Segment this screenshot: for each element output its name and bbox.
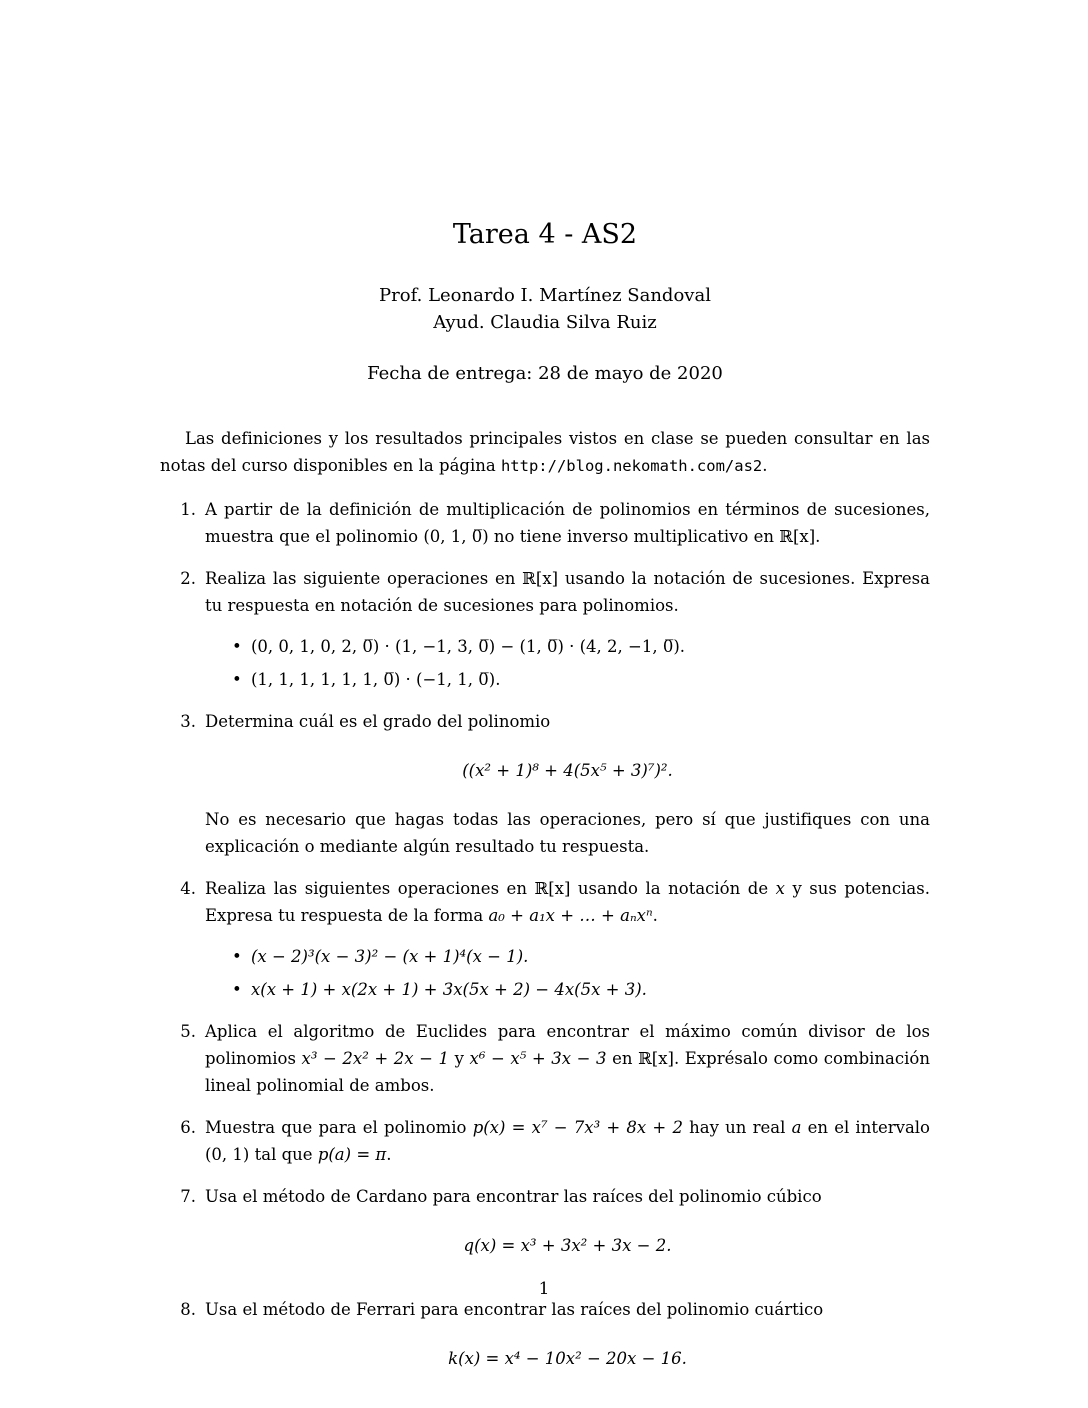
- problem-note: [205, 806, 930, 860]
- math-variable: a: [791, 1118, 802, 1137]
- intro-text: Las definiciones y los resultados principales vistos en clase se pueden consultar en las notas del curso disponibles en la página: [160, 429, 930, 475]
- text-run: Aplica el algoritmo de Euclides para encontrar el máximo común divisor de los polinomios: [205, 1022, 930, 1068]
- math-equation: p(a) = π: [317, 1145, 387, 1164]
- bullet-item: [232, 633, 930, 660]
- math-expression: x(x + 1) + x(2x + 1) + 3x(5x + 2) − 4x(5x + 3).: [251, 980, 647, 999]
- text-run: Determina cuál es el grado del polinomio: [205, 712, 551, 731]
- problem-number: 5.: [180, 1022, 196, 1041]
- text-run: Realiza las siguientes operaciones en: [205, 879, 535, 898]
- problem-body: [205, 1114, 930, 1168]
- math-variable: x: [775, 879, 785, 898]
- problem-number: 2.: [180, 569, 196, 588]
- problem-number: 8.: [180, 1300, 196, 1319]
- bullet-item: [232, 976, 930, 1003]
- due-date-line: Fecha de entrega: 28 de mayo de 2020: [367, 363, 723, 384]
- problem-item-2: [160, 565, 930, 693]
- text-run: no tiene inverso multiplicativo en: [488, 527, 780, 546]
- text-run: y sus potencias. Expresa tu respuesta de la forma: [205, 879, 930, 925]
- text-run: usando la notación de: [570, 879, 776, 898]
- problem-item-5: [160, 1018, 930, 1099]
- math-sequence: (0, 1, 0̅): [423, 527, 489, 546]
- text-run: . Exprésalo como combinación lineal polinomial de ambos.: [205, 1049, 930, 1095]
- math-ring-notation: ℝ[x]: [779, 527, 816, 546]
- text-run: hay un real: [682, 1118, 792, 1137]
- problem-item-3: [160, 708, 930, 860]
- math-polynomial: x³ − 2x² + 2x − 1: [301, 1049, 450, 1068]
- assistant-line: Ayud. Claudia Silva Ruiz: [433, 312, 657, 333]
- page-number: 1: [538, 1279, 550, 1299]
- text-run: .: [386, 1145, 392, 1164]
- math-polynomial: x⁶ − x⁵ + 3x − 3: [469, 1049, 607, 1068]
- bullet-list: [205, 943, 930, 1003]
- math-ring-notation: ℝ[x]: [522, 569, 559, 588]
- bullet-list: [205, 633, 930, 693]
- problem-text: [205, 708, 930, 735]
- problem-body: [205, 496, 930, 550]
- problem-body: [205, 875, 930, 1003]
- display-equation: q(x) = x³ + 3x² + 3x − 2.: [463, 1236, 672, 1255]
- author-block: [160, 282, 930, 336]
- bullet-item: [232, 666, 930, 693]
- problem-number: 6.: [180, 1118, 196, 1137]
- page-title: Tarea 4 - AS2: [452, 219, 638, 250]
- problem-number: 1.: [180, 500, 196, 519]
- problem-item-1: [160, 496, 930, 550]
- math-interval: (0, 1): [205, 1145, 250, 1164]
- text-run: Realiza las siguiente operaciones en: [205, 569, 523, 588]
- professor-line: Prof. Leonardo I. Martínez Sandoval: [379, 285, 711, 306]
- problem-text: [205, 565, 930, 619]
- text-run: No es necesario que hagas todas las operaciones, pero sí que justifiques con una explicación o mediante algún resultado tu respuesta.: [205, 810, 930, 856]
- text-run: Usa el método de Ferrari para encontrar las raíces del polinomio cuártico: [205, 1300, 824, 1319]
- problem-body: [205, 1018, 930, 1099]
- math-expression: (1, 1, 1, 1, 1, 1, 0̅) · (−1, 1, 0̅).: [251, 670, 501, 689]
- problem-text: [205, 875, 930, 929]
- problem-body: [205, 1183, 930, 1281]
- problem-number: 3.: [180, 712, 196, 731]
- problem-item-4: [160, 875, 930, 1003]
- math-ring-notation: ℝ[x]: [638, 1049, 674, 1068]
- text-run: y: [449, 1049, 470, 1068]
- problem-number: 7.: [180, 1187, 196, 1206]
- math-polynomial: p(x) = x⁷ − 7x³ + 8x + 2: [472, 1118, 683, 1137]
- problem-number: 4.: [180, 879, 196, 898]
- problem-text: [205, 1114, 930, 1168]
- problem-item-8: [160, 1296, 930, 1394]
- text-run: .: [652, 906, 658, 925]
- text-run: Usa el método de Cardano para encontrar las raíces del polinomio cúbico: [205, 1187, 822, 1206]
- text-run: tal que: [249, 1145, 318, 1164]
- intro-text-end: .: [762, 456, 768, 475]
- text-run: en el intervalo: [801, 1118, 930, 1137]
- problem-body: [205, 565, 930, 693]
- text-run: en: [606, 1049, 639, 1068]
- text-run: usando la notación de sucesiones. Expresa tu respuesta en notación de sucesiones para polinomios.: [205, 569, 930, 615]
- problem-item-7: [160, 1183, 930, 1281]
- course-url-link[interactable]: http://blog.nekomath.com/as2: [500, 457, 763, 475]
- problem-text: [205, 1018, 930, 1099]
- text-run: .: [815, 527, 821, 546]
- math-expression: (x − 2)³(x − 3)² − (x + 1)⁴(x − 1).: [251, 947, 529, 966]
- math-polynomial-form: a₀ + a₁x + … + aₙxⁿ: [488, 906, 653, 925]
- problem-body: [205, 1296, 930, 1394]
- problem-body: [205, 708, 930, 860]
- bullet-item: [232, 943, 930, 970]
- problem-text: [205, 496, 930, 550]
- text-run: Muestra que para el polinomio: [205, 1118, 473, 1137]
- display-equation: ((x² + 1)⁸ + 4(5x⁵ + 3)⁷)².: [462, 761, 673, 780]
- math-expression: (0, 0, 1, 0, 2, 0̅) · (1, −1, 3, 0̅) − (1, 0̅) · (4, 2, −1, 0̅).: [251, 637, 686, 656]
- problem-list: [160, 496, 930, 1394]
- text-run: A partir de la definición de multiplicación de polinomios en términos de sucesiones, muestra que el polinomio: [205, 500, 930, 546]
- math-ring-notation: ℝ[x]: [534, 879, 571, 898]
- display-equation: k(x) = x⁴ − 10x² − 20x − 16.: [448, 1349, 687, 1368]
- problem-text: [205, 1183, 930, 1210]
- problem-item-6: [160, 1114, 930, 1168]
- intro-paragraph: [160, 425, 930, 480]
